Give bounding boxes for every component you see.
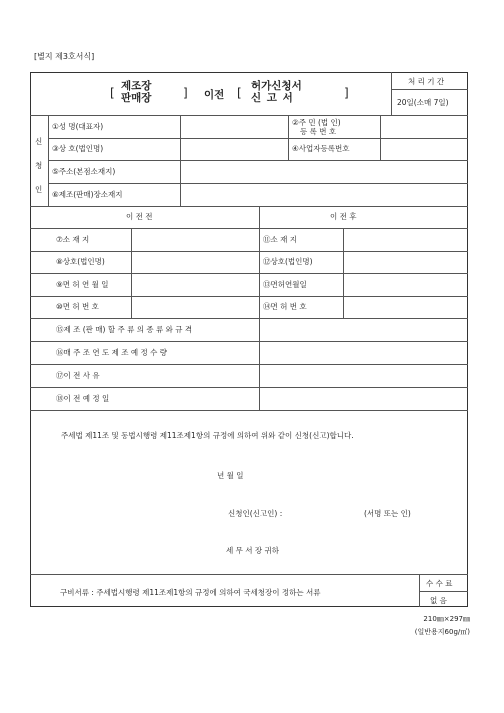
date-line: 년 월 일 xyxy=(217,471,244,480)
before-license-date-label: ⑨면 허 연 월 일 xyxy=(56,280,109,289)
row-divider xyxy=(30,410,468,411)
sign-note: (서명 또는 인) xyxy=(364,509,411,518)
address-field[interactable] xyxy=(181,161,467,182)
trade-name-label: ③상 호(법인명) xyxy=(52,144,104,153)
before-license-no-label: ⑩면 허 번 호 xyxy=(56,302,99,311)
bracket-open: [ xyxy=(110,86,115,100)
after-license-date-field[interactable] xyxy=(344,274,467,295)
address-label: ⑤주소(본점소재지) xyxy=(52,167,116,176)
bracket-open: [ xyxy=(237,86,242,100)
col-divider xyxy=(48,115,49,206)
bracket-close: ] xyxy=(344,86,349,100)
name-label: ①성 명(대표자) xyxy=(52,122,104,131)
title-manufactory: 제조장 xyxy=(121,80,152,92)
bracket-close: ] xyxy=(183,86,188,100)
col-divider xyxy=(391,72,392,115)
after-trade-label: ⑫상호(법인명) xyxy=(263,257,313,266)
before-license-no-field[interactable] xyxy=(132,297,258,317)
title-report: 신 고 서 xyxy=(251,92,294,105)
row-divider xyxy=(30,206,468,207)
biz-reg-no-label: ④사업자등록번호 xyxy=(292,144,350,153)
after-trade-field[interactable] xyxy=(344,252,467,272)
before-trade-field[interactable] xyxy=(132,252,258,272)
after-license-date-label: ⑬면허연월일 xyxy=(263,280,307,289)
scheduled-date-field[interactable] xyxy=(260,388,467,409)
annual-volume-field[interactable] xyxy=(260,342,467,363)
processing-label: 처 리 기 간 xyxy=(408,77,445,86)
before-move-header: 이 전 전 xyxy=(126,212,153,221)
title-left xyxy=(121,80,151,104)
paper-type: (일반용지60g/㎡) xyxy=(414,628,470,636)
col-divider xyxy=(288,115,289,160)
product-types-label: ⑮제 조 (판 매) 할 주 류 의 종 류 와 규 격 xyxy=(56,325,193,334)
reason-label: ⑰이 전 사 유 xyxy=(56,371,100,380)
before-trade-label: ⑧상호(법인명) xyxy=(56,257,105,266)
row-divider xyxy=(30,574,468,575)
after-location-label: ⑪소 재 지 xyxy=(263,235,298,244)
facility-address-label: ⑥제조(판매)장소재지 xyxy=(52,190,123,199)
rrn-label: ②주 민 (법 인) 등 록 번 호 xyxy=(292,118,341,137)
title-store: 판매장 xyxy=(121,92,152,105)
processing-value: 20일(소매 7일) xyxy=(397,98,449,107)
title-right xyxy=(251,80,302,104)
form-label: [별지 제3호서식] xyxy=(34,52,95,61)
trade-name-field[interactable] xyxy=(181,139,287,159)
before-location-label: ⑦소 재 지 xyxy=(56,235,90,244)
facility-address-field[interactable] xyxy=(181,184,467,205)
biz-reg-no-field[interactable] xyxy=(381,139,467,159)
statement-text: 주세법 제11조 및 동법시행령 제11조제1항의 규정에 의하여 위와 같이 신청(신고)합니다. xyxy=(61,431,354,440)
side-char: 신 xyxy=(35,137,43,146)
fee-value: 없 음 xyxy=(430,596,447,605)
annual-volume-label: ⑯매 주 조 연 도 제 조 예 정 수 량 xyxy=(56,348,168,357)
col-divider xyxy=(419,574,420,607)
title-relocation: 이전 xyxy=(204,89,225,101)
after-license-no-field[interactable] xyxy=(344,297,467,317)
fee-label: 수 수 료 xyxy=(426,579,453,588)
applicant-side-label xyxy=(35,130,42,202)
before-location-field[interactable] xyxy=(132,229,258,250)
applicant-sign-field[interactable] xyxy=(295,505,357,521)
side-char: 청 xyxy=(35,161,43,170)
rrn-field[interactable] xyxy=(381,116,467,137)
recipient: 세 무 서 장 귀하 xyxy=(226,546,280,555)
before-license-date-field[interactable] xyxy=(132,274,258,295)
required-docs: 구비서류 : 주세법시행령 제11조제1항의 규정에 의하여 국세청장이 정하는 서류 xyxy=(60,588,321,597)
side-char: 인 xyxy=(35,185,43,194)
product-types-field[interactable] xyxy=(260,319,467,340)
row-divider xyxy=(391,89,468,90)
title-permit-application: 허가신청서 xyxy=(251,80,302,92)
after-license-no-label: ⑭면 허 번 호 xyxy=(263,302,307,311)
name-field[interactable] xyxy=(181,116,287,137)
applicant-sign-label: 신청인(신고인) : xyxy=(228,509,283,518)
row-divider xyxy=(419,591,468,592)
paper-size: 210㎜×297㎜ xyxy=(423,615,470,623)
scheduled-date-label: ⑱이 전 예 정 일 xyxy=(56,394,110,403)
after-move-header: 이 전 후 xyxy=(330,212,357,221)
reason-field[interactable] xyxy=(260,365,467,386)
after-location-field[interactable] xyxy=(344,229,467,250)
